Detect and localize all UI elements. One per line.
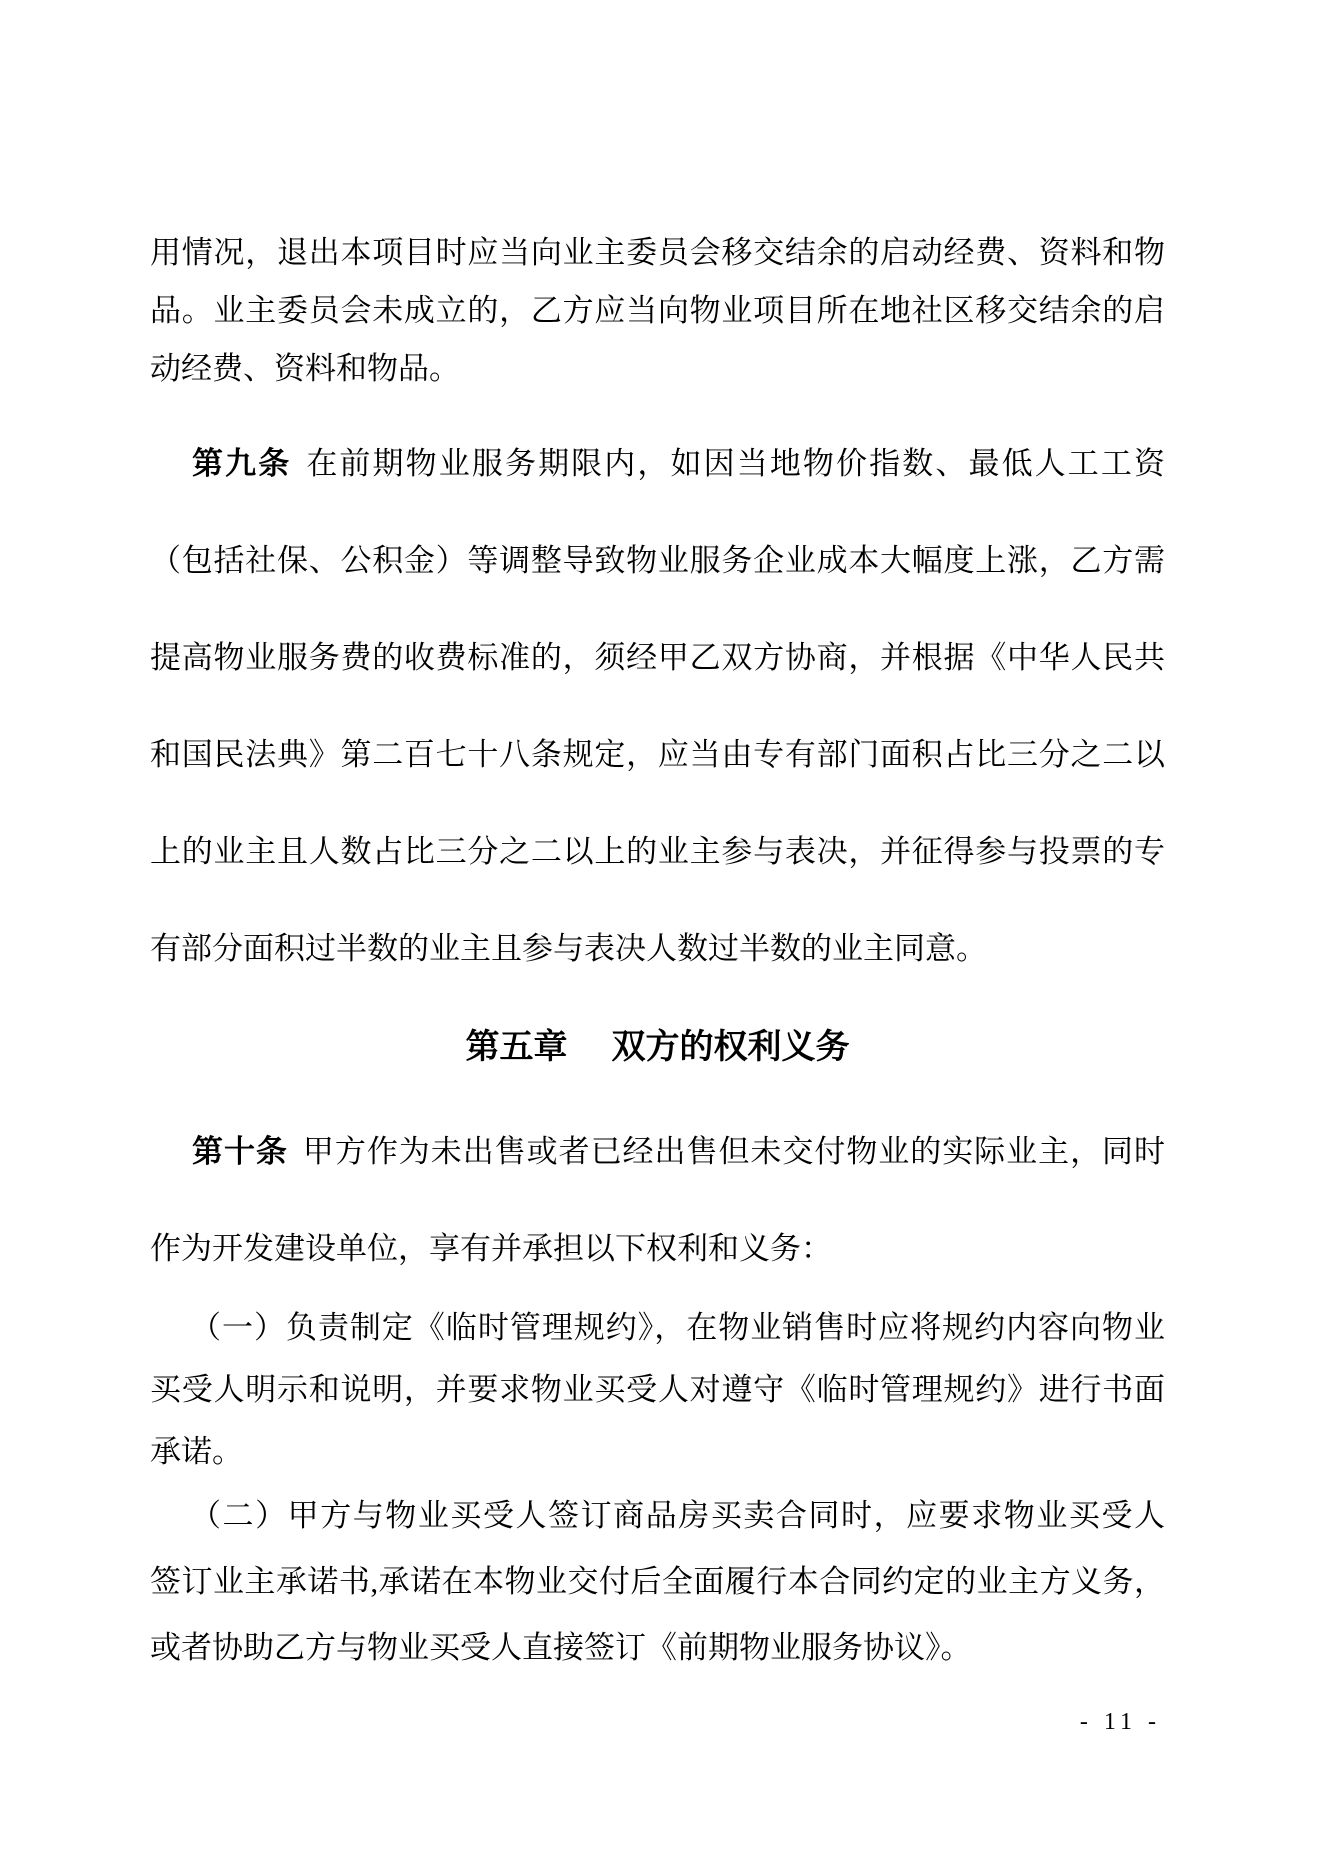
text-line: （二）甲方与物业买受人签订商品房买卖合同时，应要求物业买受人 — [190, 1498, 1165, 1534]
paragraph-article-9 — [150, 415, 1165, 997]
paragraph-item-2 — [150, 1483, 1165, 1681]
text-line: 有部分面积过半数的业主且参与表决人数过半数的业主同意。 — [150, 931, 987, 966]
text-line: 品。业主委员会未成立的，乙方应当向物业项目所在地社区移交结余的启 — [150, 293, 1165, 328]
article-10-label: 第十条 — [192, 1134, 288, 1170]
text-line: 动经费、资料和物品。 — [150, 351, 460, 386]
chapter-number: 第五章 — [465, 1028, 568, 1066]
paragraph-item-1 — [150, 1297, 1165, 1483]
text-line: 买受人明示和说明，并要求物业买受人对遵守《临时管理规约》进行书面 — [150, 1372, 1165, 1408]
page-number: - 11 - — [1079, 1709, 1161, 1736]
text-line: 签订业主承诺书,承诺在本物业交付后全面履行本合同约定的业主方义务， — [150, 1564, 1165, 1600]
article-9-label: 第九条 — [192, 446, 292, 481]
text-line: 和国民法典》第二百七十八条规定，应当由专有部门面积占比三分之二以 — [150, 737, 1165, 772]
text-line: 提高物业服务费的收费标准的，须经甲乙双方协商，并根据《中华人民共 — [150, 640, 1165, 675]
paragraph-fee-handover — [150, 224, 1165, 398]
article-10-first-line: 甲方作为未出售或者已经出售但未交付物业的实际业主，同时 — [302, 1134, 1166, 1170]
text-line: 承诺。 — [150, 1434, 243, 1470]
text-line: 或者协助乙方与物业买受人直接签订《前期物业服务协议》。 — [150, 1630, 972, 1666]
chapter-5-heading — [150, 1019, 1165, 1075]
text-line: 上的业主且人数占比三分之二以上的业主参与表决，并征得参与投票的专 — [150, 834, 1165, 869]
text-line: （包括社保、公积金）等调整导致物业服务企业成本大幅度上涨，乙方需 — [150, 543, 1165, 578]
text-line: 作为开发建设单位，享有并承担以下权利和义务： — [150, 1231, 832, 1267]
paragraph-article-10 — [150, 1103, 1165, 1297]
chapter-title: 双方的权利义务 — [611, 1028, 850, 1066]
text-line: 用情况，退出本项目时应当向业主委员会移交结余的启动经费、资料和物 — [150, 235, 1165, 270]
article-9-first-line: 在前期物业服务期限内，如因当地物价指数、最低人工工资 — [306, 446, 1166, 481]
text-line — [150, 1103, 1165, 1200]
text-line: （一）负责制定《临时管理规约》，在物业销售时应将规约内容向物业 — [190, 1310, 1165, 1346]
text-line — [150, 415, 1165, 512]
